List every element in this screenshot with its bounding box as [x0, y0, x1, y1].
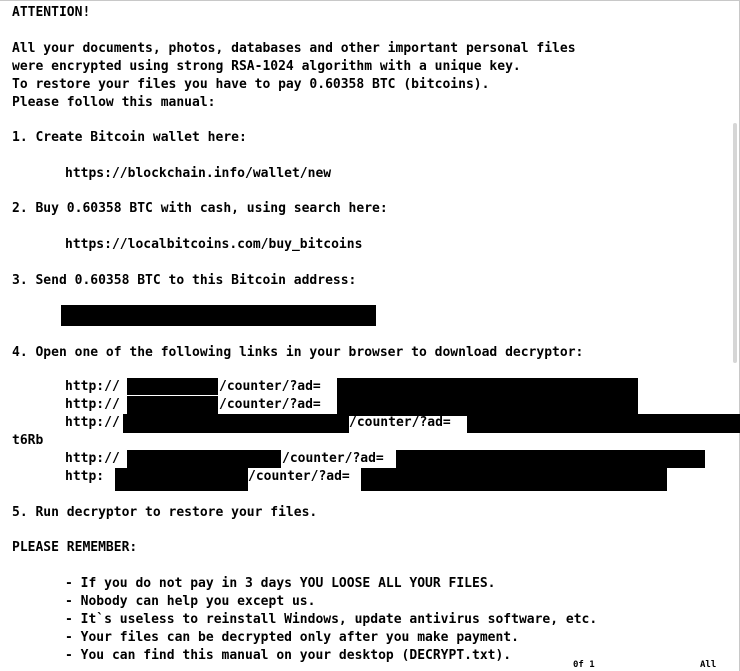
- note-title: ATTENTION!: [12, 5, 91, 20]
- redacted-id-5: [361, 468, 667, 491]
- status-position: 0f 1: [573, 660, 595, 670]
- decryptor-link-2-path: /counter/?ad=: [219, 397, 321, 412]
- remember-item-1: - If you do not pay in 3 days YOU LOOSE ALL YOUR FILES.: [65, 576, 496, 591]
- redacted-id-3: [467, 414, 740, 433]
- wrapped-id-fragment: t6Rb: [12, 433, 44, 448]
- remember-item-4: - Your files can be decrypted only after you make payment.: [65, 630, 519, 645]
- redacted-domain-2: [127, 396, 218, 414]
- wallet-link[interactable]: https://blockchain.info/wallet/new: [65, 166, 332, 181]
- remember-item-5: - You can find this manual on your desktop (DECRYPT.txt).: [65, 648, 512, 663]
- intro-line-1: All your documents, photos, databases and other important personal files: [12, 41, 576, 56]
- redacted-domain-4: [127, 450, 281, 468]
- step-3-text: 3. Send 0.60358 BTC to this Bitcoin address:: [12, 273, 357, 288]
- redacted-bitcoin-address: [61, 305, 376, 326]
- step-4-text: 4. Open one of the following links in your browser to download decryptor:: [12, 345, 584, 360]
- remember-title: PLEASE REMEMBER:: [12, 540, 138, 555]
- redacted-domain-1: [127, 378, 218, 395]
- decryptor-link-5-path: /counter/?ad=: [248, 469, 350, 484]
- intro-line-4: Please follow this manual:: [12, 95, 216, 110]
- remember-item-2: - Nobody can help you except us.: [65, 594, 316, 609]
- decryptor-link-4-prefix: http://: [65, 451, 120, 466]
- status-scope: All: [700, 660, 717, 670]
- decryptor-link-1-path: /counter/?ad=: [219, 379, 321, 394]
- vertical-scrollbar[interactable]: [732, 3, 738, 668]
- redacted-id-1-2: [337, 378, 638, 416]
- scrollbar-thumb[interactable]: [733, 123, 737, 363]
- localbitcoins-link[interactable]: https://localbitcoins.com/buy_bitcoins: [65, 237, 363, 252]
- decryptor-link-5-prefix: http:: [65, 469, 105, 484]
- decryptor-link-3-prefix: http://: [65, 415, 120, 430]
- decryptor-link-1-prefix: http://: [65, 379, 120, 394]
- decryptor-link-3-path: /counter/?ad=: [349, 415, 451, 430]
- decryptor-link-2-prefix: http://: [65, 397, 120, 412]
- step-2-text: 2. Buy 0.60358 BTC with cash, using search here:: [12, 201, 388, 216]
- intro-line-3: To restore your files you have to pay 0.60358 BTC (bitcoins).: [12, 77, 490, 92]
- step-5-text: 5. Run decryptor to restore your files.: [12, 505, 318, 520]
- intro-line-2: were encrypted using strong RSA-1024 algorithm with a unique key.: [12, 59, 521, 74]
- decryptor-link-4-path: /counter/?ad=: [282, 451, 384, 466]
- redacted-domain-5: [115, 468, 248, 491]
- step-1-text: 1. Create Bitcoin wallet here:: [12, 130, 247, 145]
- remember-item-3: - It`s useless to reinstall Windows, update antivirus software, etc.: [65, 612, 598, 627]
- redacted-id-4: [396, 450, 705, 468]
- redacted-domain-3: [123, 414, 349, 433]
